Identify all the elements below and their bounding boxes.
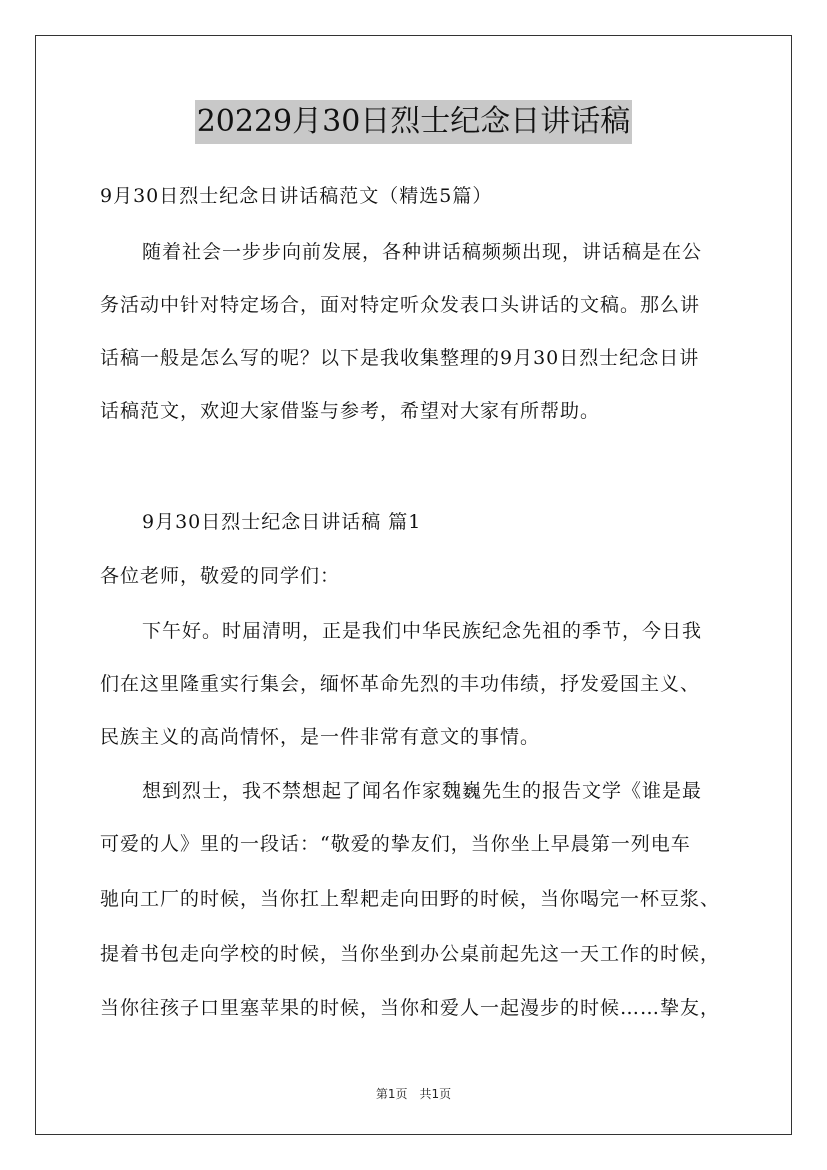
paragraph2-line-2: 可爱的人》里的一段话：“敬爱的挚友们，当你坐上早晨第一列电车: [100, 833, 691, 855]
paragraph2-line-3: 驰向工厂的时候，当你扛上犁耙走向田野的时候，当你喝完一杯豆浆、: [100, 888, 721, 910]
page-footer: [0, 1085, 827, 1102]
document-title: 20229月30日烈士纪念日讲话稿: [195, 100, 633, 144]
paragraph1-line-2: 们在这里隆重实行集会，缅怀革命先烈的丰功伟绩，抒发爱国主义、: [100, 673, 701, 695]
intro-line-4: 话稿范文，欢迎大家借鉴与参考，希望对大家有所帮助。: [100, 400, 601, 422]
intro-line-1: 随着社会一步步向前发展，各种讲话稿频频出现，讲话稿是在公: [142, 241, 703, 263]
title-container: [0, 100, 827, 144]
document-subtitle: 9月30日烈士纪念日讲话稿范文（精选5篇）: [100, 185, 493, 207]
paragraph1-line-1: 下午好。时届清明，正是我们中华民族纪念先祖的季节，今日我: [142, 620, 703, 642]
paragraph1-line-3: 民族主义的高尚情怀，是一件非常有意文的事情。: [100, 726, 541, 748]
salutation: 各位老师，敬爱的同学们：: [100, 565, 341, 587]
page-number-label: 第1页 共1页: [375, 1087, 452, 1101]
paragraph2-line-4: 提着书包走向学校的时候，当你坐到办公桌前起先这一天工作的时候，: [100, 943, 721, 965]
intro-line-3: 话稿一般是怎么写的呢？以下是我收集整理的9月30日烈士纪念日讲: [100, 347, 700, 369]
paragraph2-line-5: 当你往孩子口里塞苹果的时候，当你和爱人一起漫步的时候……挚友，: [100, 997, 721, 1019]
paragraph2-line-1: 想到烈士，我不禁想起了闻名作家魏巍先生的报告文学《谁是最: [142, 780, 703, 802]
intro-line-2: 务活动中针对特定场合，面对特定听众发表口头讲话的文稿。那么讲: [100, 294, 701, 316]
section-heading: 9月30日烈士纪念日讲话稿 篇1: [142, 511, 422, 533]
